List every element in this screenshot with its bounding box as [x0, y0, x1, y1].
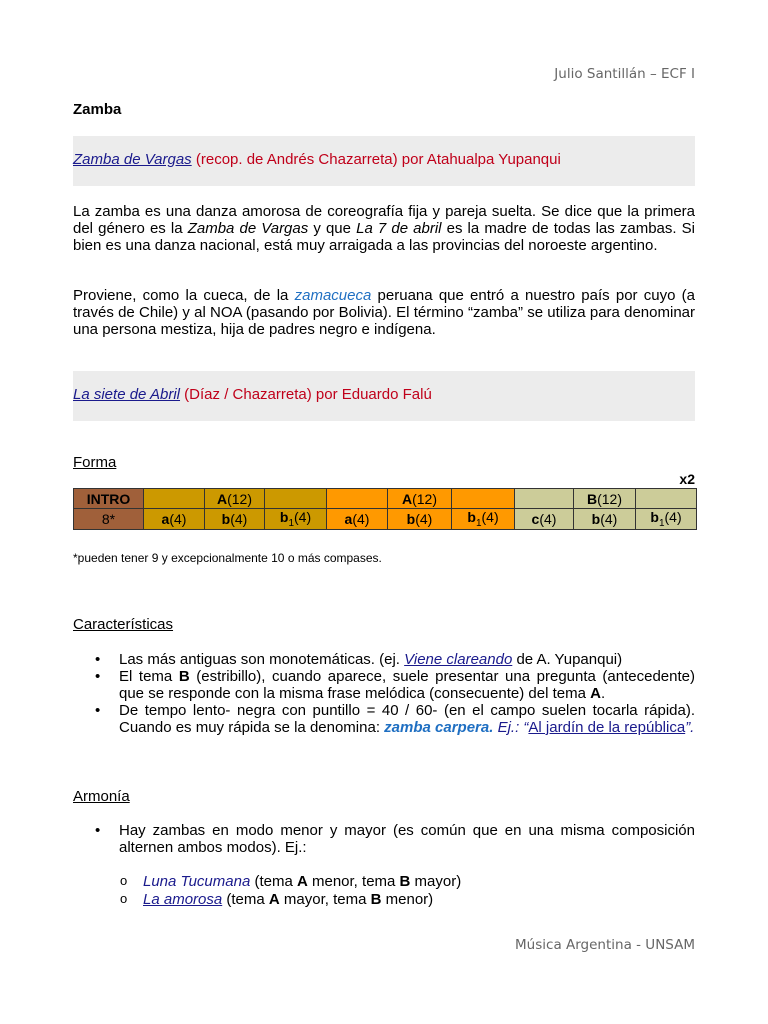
section-cell — [515, 489, 574, 509]
phrase-cell: b(4) — [205, 509, 265, 530]
text: Proviene, como la cueca, de la — [73, 287, 295, 304]
text: y que — [308, 220, 357, 237]
repeat-marker: x2 — [679, 471, 695, 487]
section-cell — [636, 489, 697, 509]
intro-bars-cell: 8* — [74, 509, 144, 530]
list-item: • De tempo lento- negra con puntillo = 40 / 60- (en el campo suelen tocarla rápida). Cuando es muy rápida se la denomina: zamba carpera. Ej.: “Al jardín de la república”. — [95, 702, 695, 736]
section-a1-label — [205, 489, 265, 509]
section-cell — [327, 489, 388, 509]
bullet-icon: • — [95, 822, 101, 839]
section-letter: A — [216, 490, 228, 507]
song-box-zamba-de-vargas — [73, 136, 695, 186]
song-credit: (recop. de Andrés Chazarreta) por Atahualpa Yupanqui — [191, 151, 561, 168]
song-box-la-siete-de-abril — [73, 371, 695, 421]
viene-clareando-link[interactable]: Viene clareando — [404, 651, 513, 668]
origin-paragraph — [73, 287, 695, 338]
list-item: • El tema B (estribillo), cuando aparece, suele presentar una pregunta (antecedente) que se responde con la misma frase melódica (consecuente) del tema A. — [95, 668, 695, 702]
phrase-cell: b(4) — [574, 509, 636, 530]
list-item: • Las más antiguas son monotemáticas. (ej. Viene clareando de A. Yupanqui) — [95, 651, 623, 668]
text: peruana que entró a nuestro país por cuyo (a través de Chile) y al NOA (pasando por Bolivia). El término “zamba” se utiliza para denominar una persona mestiza, hija de padres negro e indígena. — [73, 287, 695, 338]
header-author: Julio Santillán – ECF I — [554, 66, 695, 82]
text-italic: La 7 de abril — [356, 220, 442, 237]
phrase-cell: a(4) — [327, 509, 388, 530]
section-b-label — [574, 489, 636, 509]
section-letter: B — [586, 490, 598, 507]
phrase-cell: $b_1(4)$ — [452, 509, 515, 530]
forma-row-phrases — [74, 509, 697, 530]
phrase-cell: a(4) — [144, 509, 205, 530]
caracteristicas-list — [73, 651, 695, 736]
section-count: (12) — [597, 490, 623, 507]
armonia-list — [73, 822, 695, 856]
armonia-examples — [73, 873, 695, 909]
section-count: (12) — [412, 490, 438, 507]
section-a2-label — [388, 489, 452, 509]
song-credit: (Díaz / Chazarreta) por Eduardo Falú — [180, 386, 432, 403]
zamba-de-vargas-link[interactable]: Zamba de Vargas — [73, 151, 192, 168]
bullet-icon: • — [95, 668, 101, 685]
text: es la madre de todas las zambas. Si bien es una danza nacional, está muy arraigada a las provincias del noroeste argentino. — [73, 220, 695, 254]
section-letter: A — [401, 490, 413, 507]
section-cell — [144, 489, 205, 509]
armonia-heading: Armonía — [73, 788, 130, 805]
list-item: • Hay zambas en modo menor y mayor (es común que en una misma composición alternen ambos modos). Ej.: — [95, 822, 695, 856]
intro-cell: INTRO — [74, 489, 144, 509]
list-item: o Luna Tucumana (tema A menor, tema B mayor) — [120, 873, 462, 890]
caracteristicas-heading: Características — [73, 616, 174, 633]
luna-tucumana-title: Luna Tucumana — [143, 873, 251, 890]
text: La zamba es una danza amorosa de coreografía fija y pareja suelta. Se dice que la primera del género es la — [73, 203, 695, 237]
circle-bullet-icon: o — [120, 873, 128, 888]
phrase-cell: $b_1(4)$ — [636, 509, 697, 530]
footer-text: Música Argentina - UNSAM — [515, 937, 695, 953]
al-jardin-link[interactable]: Al jardín de la república — [528, 719, 686, 736]
bullet-icon: • — [95, 651, 101, 668]
la-amorosa-link[interactable]: La amorosa — [143, 891, 223, 908]
phrase-cell: c(4) — [515, 509, 574, 530]
forma-table — [73, 488, 697, 530]
la-siete-de-abril-link[interactable]: La siete de Abril — [73, 386, 181, 403]
phrase-cell: b(4) — [388, 509, 452, 530]
bullet-icon: • — [95, 702, 101, 719]
section-cell — [452, 489, 515, 509]
forma-heading: Forma — [73, 454, 117, 471]
intro-paragraph — [73, 203, 695, 254]
section-count: (12) — [227, 490, 253, 507]
list-item: o La amorosa (tema A mayor, tema B menor) — [120, 891, 434, 908]
phrase-cell: $b_1(4)$ — [265, 509, 327, 530]
page-title: Zamba — [73, 101, 122, 118]
zamacueca-term: zamacueca — [294, 287, 372, 304]
section-cell — [265, 489, 327, 509]
forma-footnote: *pueden tener 9 y excepcionalmente 10 o más compases. — [73, 551, 382, 565]
zamba-carpera-term: zamba carpera. — [384, 719, 494, 736]
forma-row-sections — [74, 489, 697, 509]
circle-bullet-icon: o — [120, 891, 128, 906]
text-italic: Zamba de Vargas — [187, 220, 309, 237]
